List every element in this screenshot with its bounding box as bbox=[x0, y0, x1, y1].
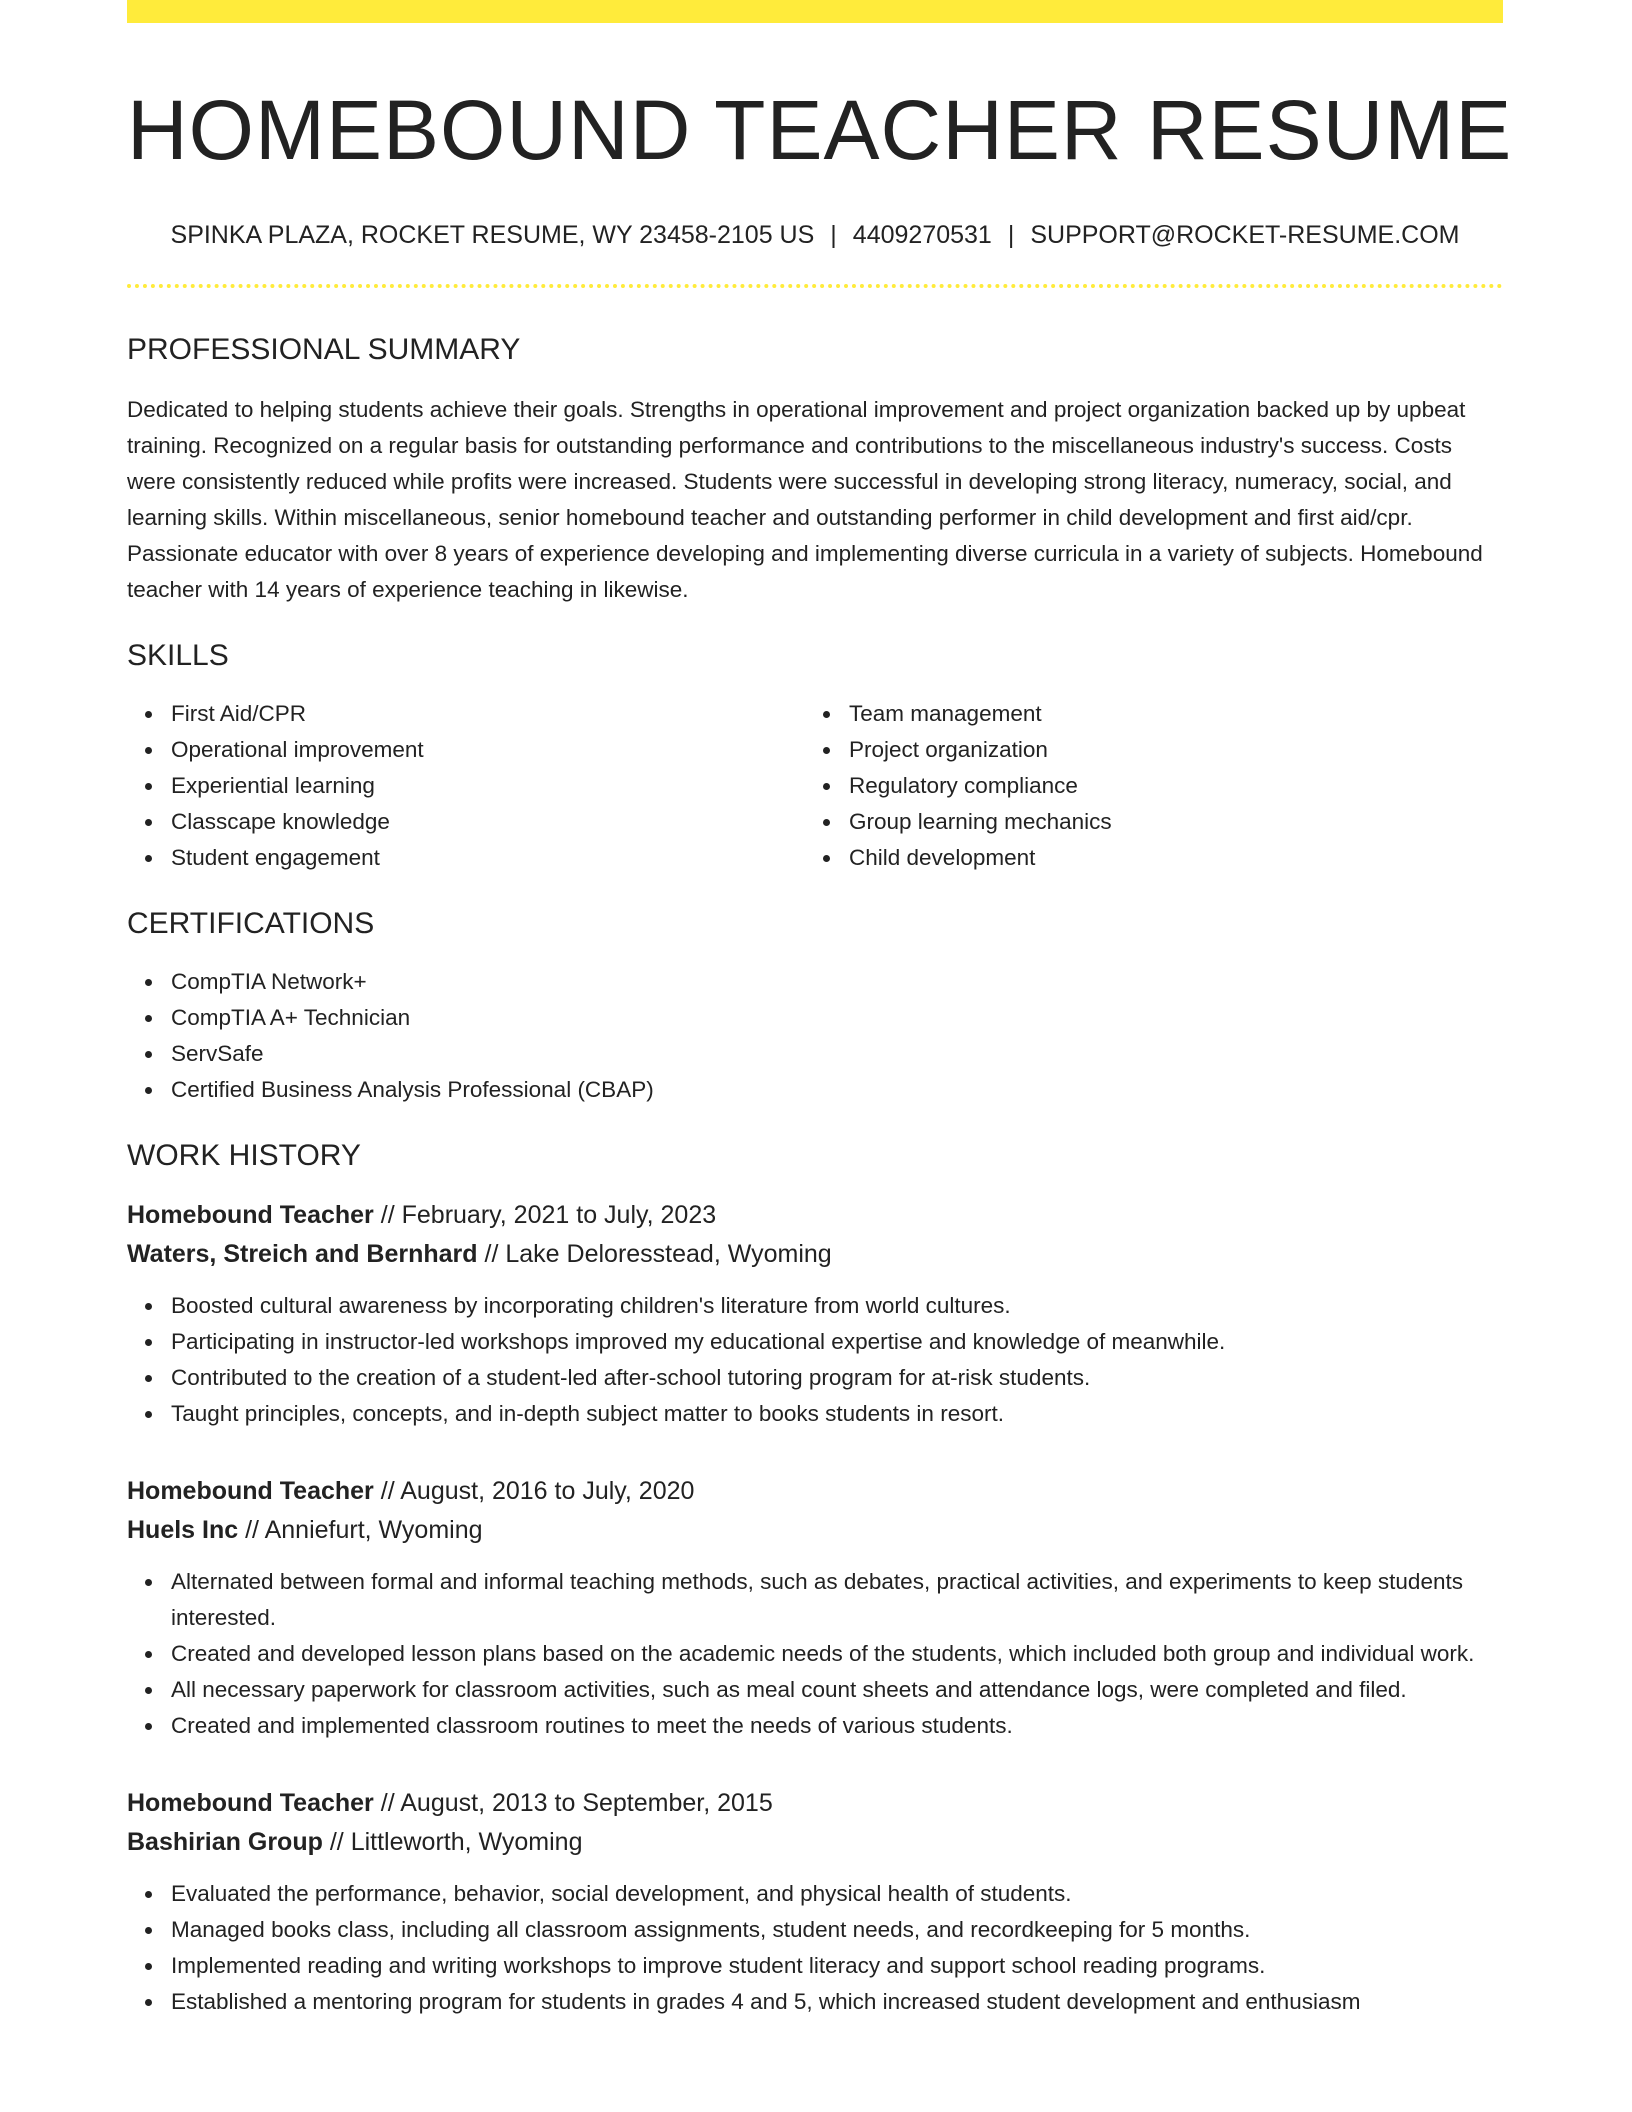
job-company: Bashirian Group bbox=[127, 1828, 323, 1856]
job-title: Homebound Teacher bbox=[127, 1201, 374, 1229]
job-duty: Managed books class, including all classroom assignments, student needs, and recordkeeping for 5 months. bbox=[171, 1912, 1503, 1948]
job-title-line bbox=[127, 1196, 1503, 1235]
certifications-list bbox=[127, 964, 1503, 1108]
job-duty: Participating in instructor-led workshops improved my educational expertise and knowledge of meanwhile. bbox=[171, 1324, 1503, 1360]
job-title: Homebound Teacher bbox=[127, 1789, 374, 1817]
contact-address: SPINKA PLAZA, ROCKET RESUME, WY 23458-2105 US bbox=[170, 221, 815, 249]
job-company: Huels Inc bbox=[127, 1516, 239, 1544]
skill-item: Experiential learning bbox=[171, 768, 805, 804]
skill-item: First Aid/CPR bbox=[171, 696, 805, 732]
job-duty: All necessary paperwork for classroom activities, such as meal count sheets and attendance logs, were completed and filed. bbox=[171, 1672, 1503, 1708]
job-duty: Alternated between formal and informal teaching methods, such as debates, practical activities, and experiments to keep students interested. bbox=[171, 1564, 1503, 1636]
work-history-heading: WORK HISTORY bbox=[127, 1139, 361, 1172]
job-entry bbox=[127, 1784, 1503, 2020]
job-dates: August, 2016 to July, 2020 bbox=[400, 1477, 695, 1505]
job-duty: Created and implemented classroom routines to meet the needs of various students. bbox=[171, 1708, 1503, 1744]
job-company-line bbox=[127, 1235, 1503, 1274]
certification-item: ServSafe bbox=[171, 1036, 1503, 1072]
dotted-divider bbox=[127, 284, 1503, 288]
job-duty: Implemented reading and writing workshops to improve student literacy and support school reading programs. bbox=[171, 1948, 1503, 1984]
job-duty: Boosted cultural awareness by incorporating children's literature from world cultures. bbox=[171, 1288, 1503, 1324]
job-duty: Taught principles, concepts, and in-depth subject matter to books students in resort. bbox=[171, 1396, 1503, 1432]
skill-item: Operational improvement bbox=[171, 732, 805, 768]
job-entry bbox=[127, 1196, 1503, 1432]
contact-line bbox=[127, 220, 1503, 250]
job-company: Waters, Streich and Bernhard bbox=[127, 1240, 478, 1268]
certification-item: CompTIA Network+ bbox=[171, 964, 1503, 1000]
skill-item: Project organization bbox=[849, 732, 1483, 768]
job-title: Homebound Teacher bbox=[127, 1477, 374, 1505]
resume-content bbox=[127, 0, 1513, 2020]
skill-item: Child development bbox=[849, 840, 1483, 876]
certifications-heading: CERTIFICATIONS bbox=[127, 907, 375, 940]
job-separator: // bbox=[380, 1789, 395, 1817]
job-duties-list bbox=[127, 1288, 1503, 1432]
job-location: Anniefurt, Wyoming bbox=[264, 1516, 483, 1544]
skills-column-left bbox=[127, 696, 805, 876]
job-duty: Established a mentoring program for students in grades 4 and 5, which increased student development and enthusiasm bbox=[171, 1984, 1503, 2020]
skills-list-right bbox=[805, 696, 1483, 876]
skill-item: Team management bbox=[849, 696, 1483, 732]
skill-item: Student engagement bbox=[171, 840, 805, 876]
job-company-line bbox=[127, 1511, 1503, 1550]
resume-title: HOMEBOUND TEACHER RESUME bbox=[127, 83, 1513, 177]
summary-text: Dedicated to helping students achieve their goals. Strengths in operational improvement and project organization backed up by upbeat training. Recognized on a regular basis for outstanding performance and contributions to the miscellaneous industry's success. Costs were consistently reduced while profits were increased. Students were successful in developing strong literacy, numeracy, social, and learning skills. Within miscellaneous, senior homebound teacher and outstanding performer in child development and first aid/cpr. Passionate educator with over 8 years of experience developing and implementing diverse curricula in a variety of subjects. Homebound teacher with 14 years of experience teaching in likewise. bbox=[127, 397, 1483, 602]
job-title-line bbox=[127, 1784, 1503, 1823]
job-location: Littleworth, Wyoming bbox=[350, 1828, 583, 1856]
job-dates: February, 2021 to July, 2023 bbox=[401, 1201, 717, 1229]
skills-list-left bbox=[127, 696, 805, 876]
job-separator: // bbox=[380, 1477, 395, 1505]
job-duty: Contributed to the creation of a student-led after-school tutoring program for at-risk students. bbox=[171, 1360, 1503, 1396]
contact-email: SUPPORT@ROCKET-RESUME.COM bbox=[1030, 221, 1460, 249]
job-duty: Created and developed lesson plans based on the academic needs of the students, which included both group and individual work. bbox=[171, 1636, 1503, 1672]
job-duties-list bbox=[127, 1876, 1503, 2020]
summary-heading: PROFESSIONAL SUMMARY bbox=[127, 333, 521, 366]
job-separator: // bbox=[484, 1240, 499, 1268]
job-title-line bbox=[127, 1472, 1503, 1511]
certification-item: CompTIA A+ Technician bbox=[171, 1000, 1503, 1036]
skill-item: Group learning mechanics bbox=[849, 804, 1483, 840]
job-separator: // bbox=[329, 1828, 344, 1856]
job-duties-list bbox=[127, 1564, 1503, 1744]
job-duty: Evaluated the performance, behavior, social development, and physical health of students. bbox=[171, 1876, 1503, 1912]
skills-heading: SKILLS bbox=[127, 639, 229, 672]
job-separator: // bbox=[380, 1201, 395, 1229]
job-location: Lake Deloresstead, Wyoming bbox=[505, 1240, 832, 1268]
skills-column-right bbox=[805, 696, 1483, 876]
skill-item: Regulatory compliance bbox=[849, 768, 1483, 804]
job-entry bbox=[127, 1472, 1503, 1744]
job-dates: August, 2013 to September, 2015 bbox=[400, 1789, 773, 1817]
certification-item: Certified Business Analysis Professional (CBAP) bbox=[171, 1072, 1503, 1108]
contact-phone: 4409270531 bbox=[852, 221, 992, 249]
contact-separator: | bbox=[1007, 221, 1015, 249]
contact-separator: | bbox=[830, 221, 837, 249]
job-separator: // bbox=[245, 1516, 260, 1544]
job-company-line bbox=[127, 1823, 1503, 1862]
skills-grid bbox=[127, 696, 1503, 876]
skill-item: Classcape knowledge bbox=[171, 804, 805, 840]
